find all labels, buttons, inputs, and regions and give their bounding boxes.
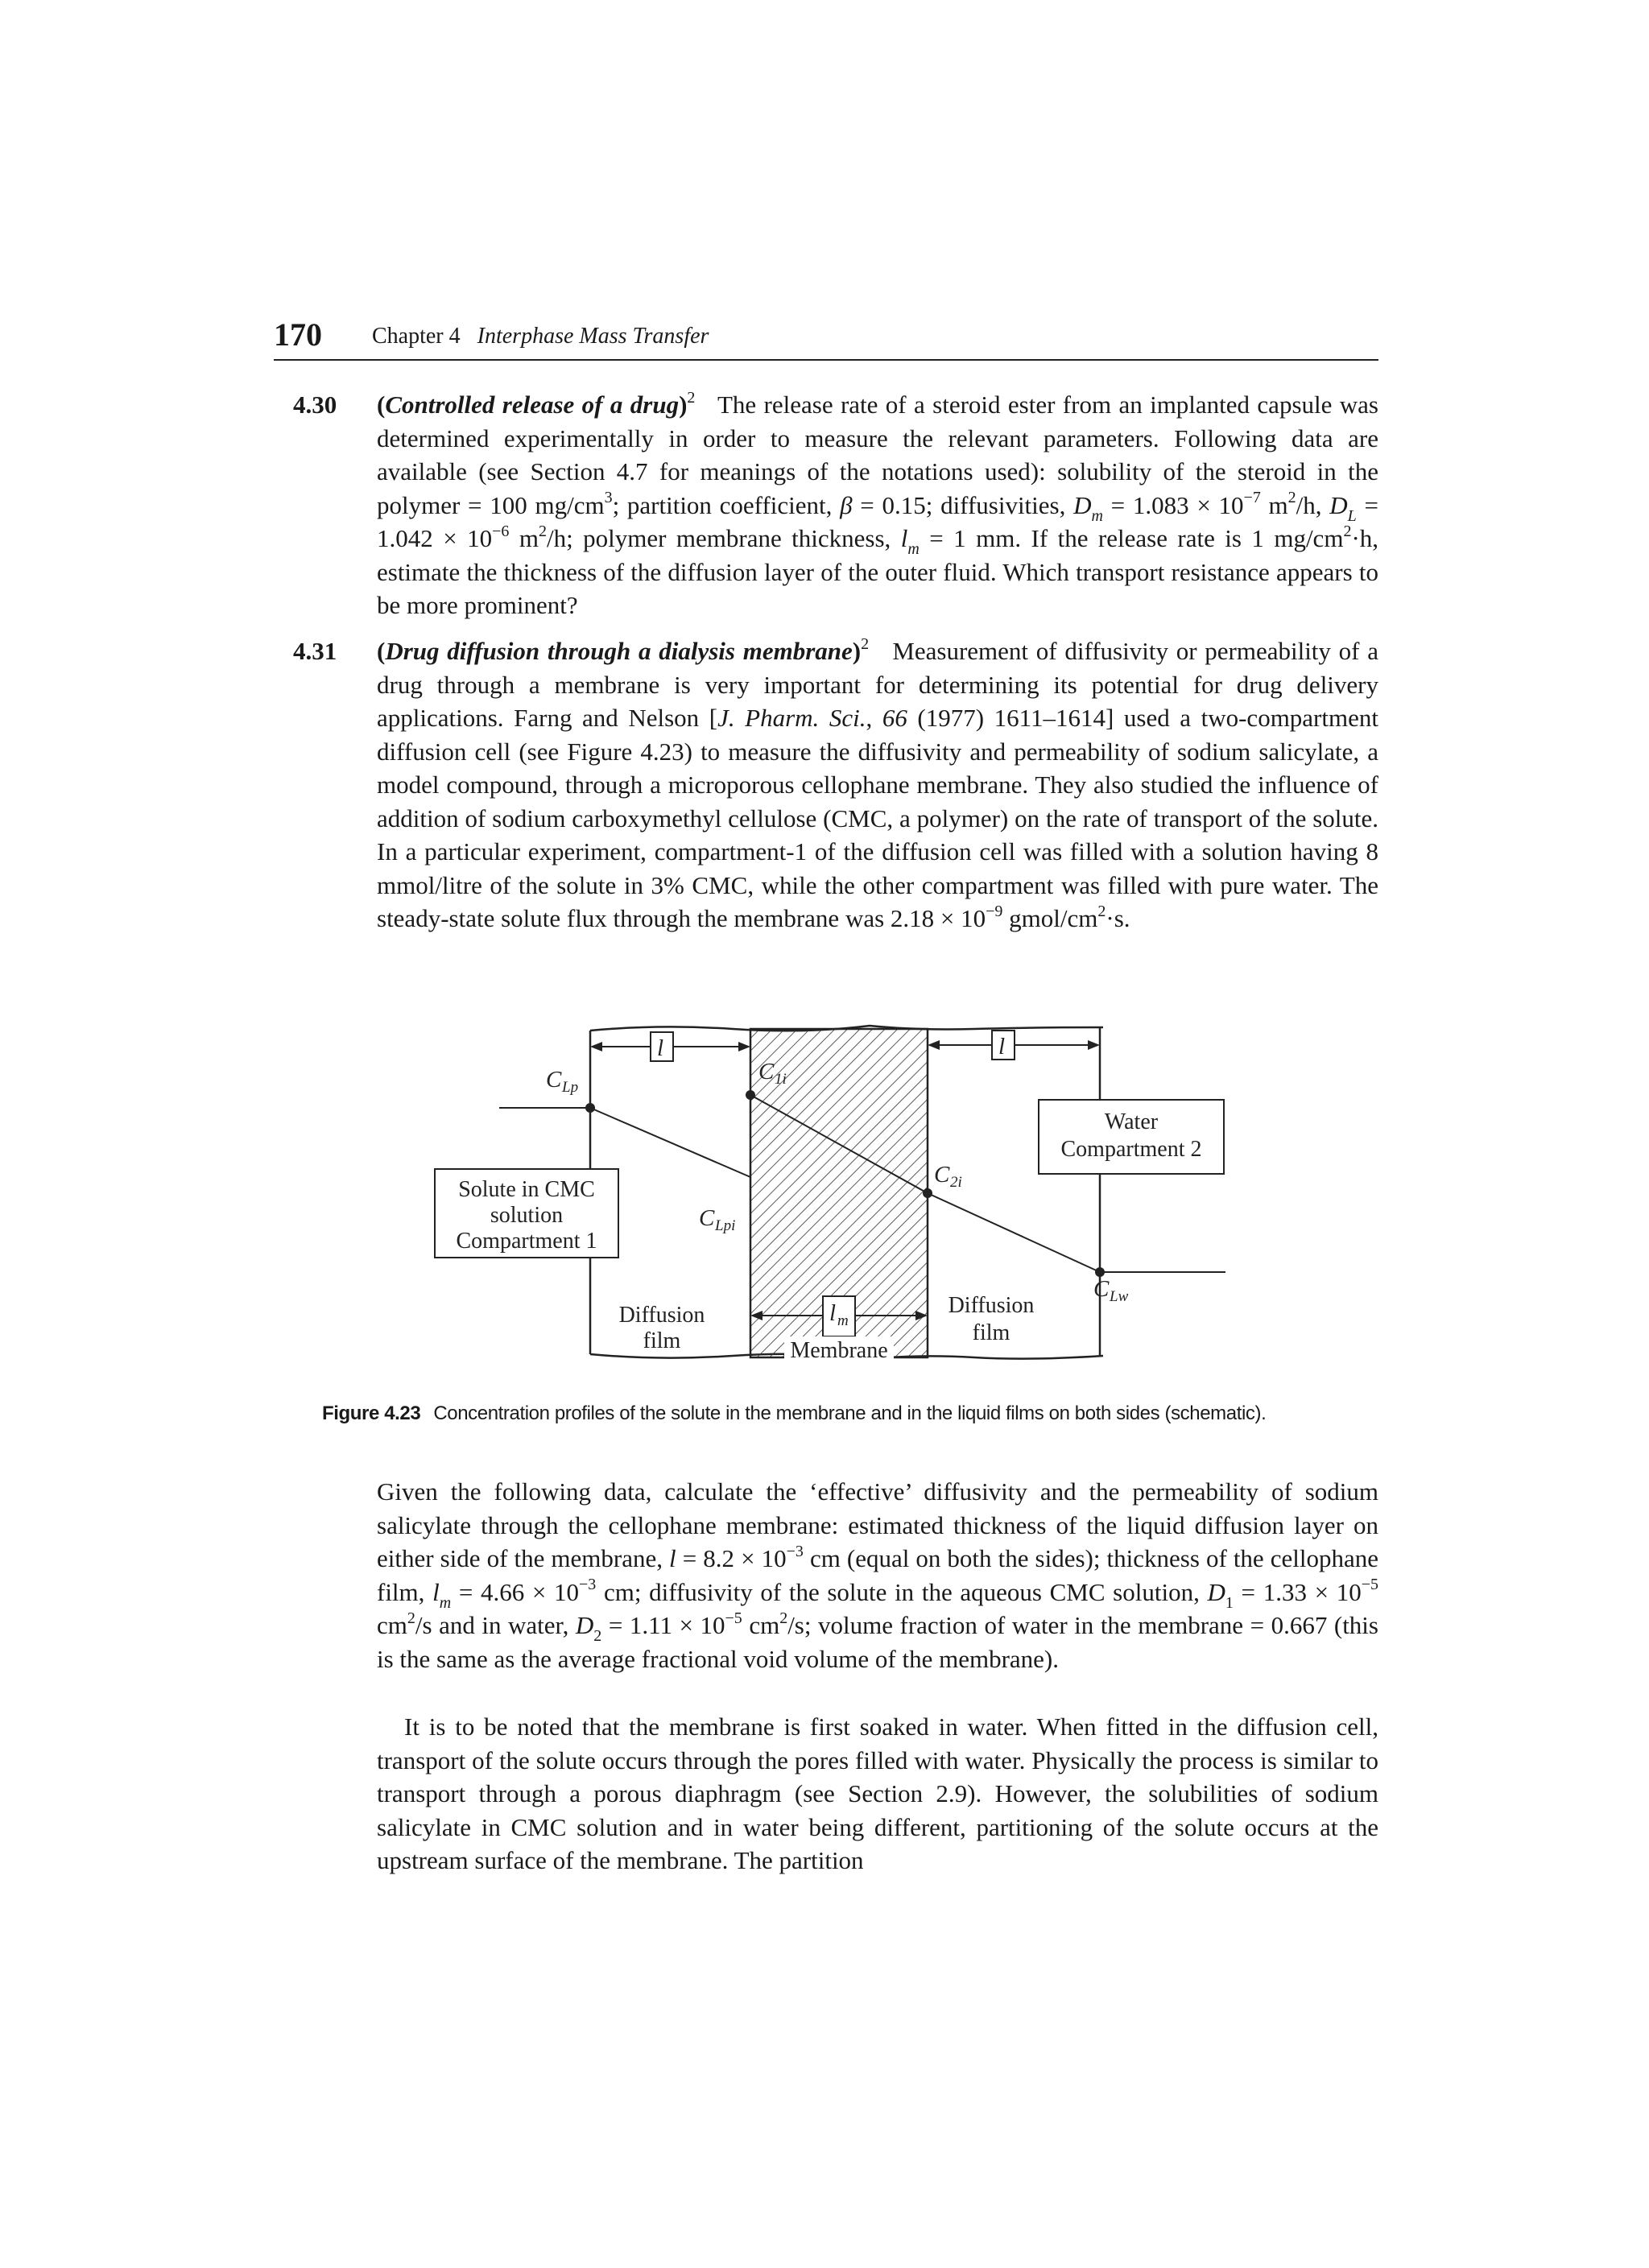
dimension-l-right xyxy=(928,1031,1100,1060)
box-left-line-1: Solute in CMC xyxy=(458,1177,595,1202)
label-CLpi: C xyxy=(699,1205,715,1231)
label-C2i: C xyxy=(934,1162,950,1188)
problem-4-31 xyxy=(293,634,1378,936)
label-lm-sub: m xyxy=(837,1312,849,1329)
chapter-title: Interphase Mass Transfer xyxy=(477,324,709,349)
point-CLp xyxy=(585,1103,595,1113)
figure-4-23-diagram xyxy=(419,1006,1240,1385)
label-CLpi-sub: Lpi xyxy=(715,1217,736,1234)
label-CLp: C xyxy=(546,1067,562,1093)
label-CLp-sub: Lp xyxy=(562,1079,579,1096)
diffusion-film-left-2: film xyxy=(643,1328,681,1353)
point-C2i xyxy=(923,1188,932,1198)
caption-text: Concentration profiles of the solute in the membrane and in the liquid films on both sides (schematic). xyxy=(433,1403,1267,1424)
label-CLw: C xyxy=(1093,1276,1110,1302)
page-number: 170 xyxy=(274,316,322,353)
label-l-left: l xyxy=(657,1035,664,1061)
data-paragraph: Given the following data, calculate the ‘effective’ diffusivity and the permeability of sodium salicylate through the cellophane membrane: estimated thickness of the liquid diffusion layer on either side of the membrane, $l = 8.2 \times 10^{-3}$ cm (equal on both the sides); thickness of the cellophane film, $l_m = 4.66 \times 10^{-3}$ cm; diffusivity of the solute in the aqueous CMC solution, $D_1 = 1.33 \times 10^{-5}$ $cm^2/s$ and in water, $D_2 = 1.11 \times 10^{-5}$ $cm^2/s$; volume fraction of water in the membrane = 0.667 (this is the same as the average fractional void volume of the membrane). xyxy=(377,1477,1379,1673)
right-film-profile xyxy=(928,1193,1100,1272)
chapter-heading xyxy=(372,324,709,349)
explanation-paragraph: It is to be noted that the membrane is first soaked in water. When fitted in the diffusion cell, transport of the solute occurs through the pores filled with water. Physically the process is similar to transport through a porous diaphragm (see Section 2.9). However, the solubilities of sodium salicylate in CMC solution and in water being different, partitioning of the solute occurs at the upstream surface of the membrane. The partition xyxy=(377,1712,1378,1874)
problem-number: 4.31 xyxy=(293,637,337,665)
point-C1i xyxy=(746,1090,755,1100)
chapter-label: Chapter 4 xyxy=(372,324,461,349)
membrane-label: Membrane xyxy=(790,1338,888,1363)
concentration-profile xyxy=(590,1108,750,1177)
label-C2i-sub: 2i xyxy=(950,1174,962,1191)
problem-body: (Controlled release of a drug)$^2$ The release rate of a steroid ester from an implanted capsule was determined experimentally in order to measure the relevant parameters. Following data are available (see Section 4.7 for meanings of the notations used): solubility of the steroid in the polymer = 100 $mg/cm^3$; partition coefficient, β = 0.15; diffusivities, $D_m = 1.083 \times 10^{-7}$ $m^2/h$, $D_L = 1.042 \times 10^{-6}$ $m^2/h$; polymer membrane thickness, $l_m = 1$ mm. If the release rate is 1 $mg/cm^2\cdot h$, estimate the thickness of the diffusion layer of the outer fluid. Which transport resistance appears to be more prominent? xyxy=(377,388,1379,619)
diffusion-film-right-1: Diffusion xyxy=(948,1293,1035,1318)
box-right-line-2: Compartment 2 xyxy=(1060,1137,1202,1162)
box-right-line-1: Water xyxy=(1104,1109,1159,1134)
header-rule xyxy=(274,359,1378,361)
problem-body: (Drug diffusion through a dialysis membrane)$^2$ Measurement of diffusivity or permeability of a drug through a membrane is very important for determining its potential for drug delivery applications. Farng and Nelson [J. Pharm. Sci., 66 (1977) 1611–1614] used a two-compartment diffusion cell (see Figure 4.23) to measure the diffusivity and permeability of sodium salicylate, a model compound, through a microporous cellophane membrane. They also studied the influence of addition of sodium carboxymethyl cellulose (CMC, a polymer) on the rate of transport of the solute. In a particular experiment, compartment-1 of the diffusion cell was filled with a solution having 8 mmol/litre of the solute in 3% CMC, while the other compartment was filled with pure water. The steady-state solute flux through the membrane was $2.18 \times 10^{-9}$ gmol/$cm^2\cdot s$. xyxy=(377,634,1378,932)
label-CLw-sub: Lw xyxy=(1110,1288,1129,1305)
diffusion-film-right-2: film xyxy=(972,1320,1010,1345)
problem-4-30 xyxy=(293,388,1378,622)
diffusion-film-left-1: Diffusion xyxy=(618,1303,705,1328)
running-header xyxy=(274,316,1378,361)
problem-title: Controlled release of a drug xyxy=(385,390,680,419)
label-lm: l xyxy=(829,1300,837,1326)
dimension-l-left xyxy=(590,1032,750,1061)
figure-caption xyxy=(322,1403,1266,1425)
label-l-right: l xyxy=(998,1034,1006,1060)
problem-title: Drug diffusion through a dialysis membrane xyxy=(385,637,853,665)
box-left-line-2: solution xyxy=(490,1203,564,1228)
caption-label: Figure 4.23 xyxy=(322,1403,421,1424)
label-C1i-sub: 1i xyxy=(775,1071,787,1088)
problem-number: 4.30 xyxy=(293,390,337,419)
label-C1i: C xyxy=(758,1059,775,1084)
box-left-line-3: Compartment 1 xyxy=(456,1229,597,1254)
